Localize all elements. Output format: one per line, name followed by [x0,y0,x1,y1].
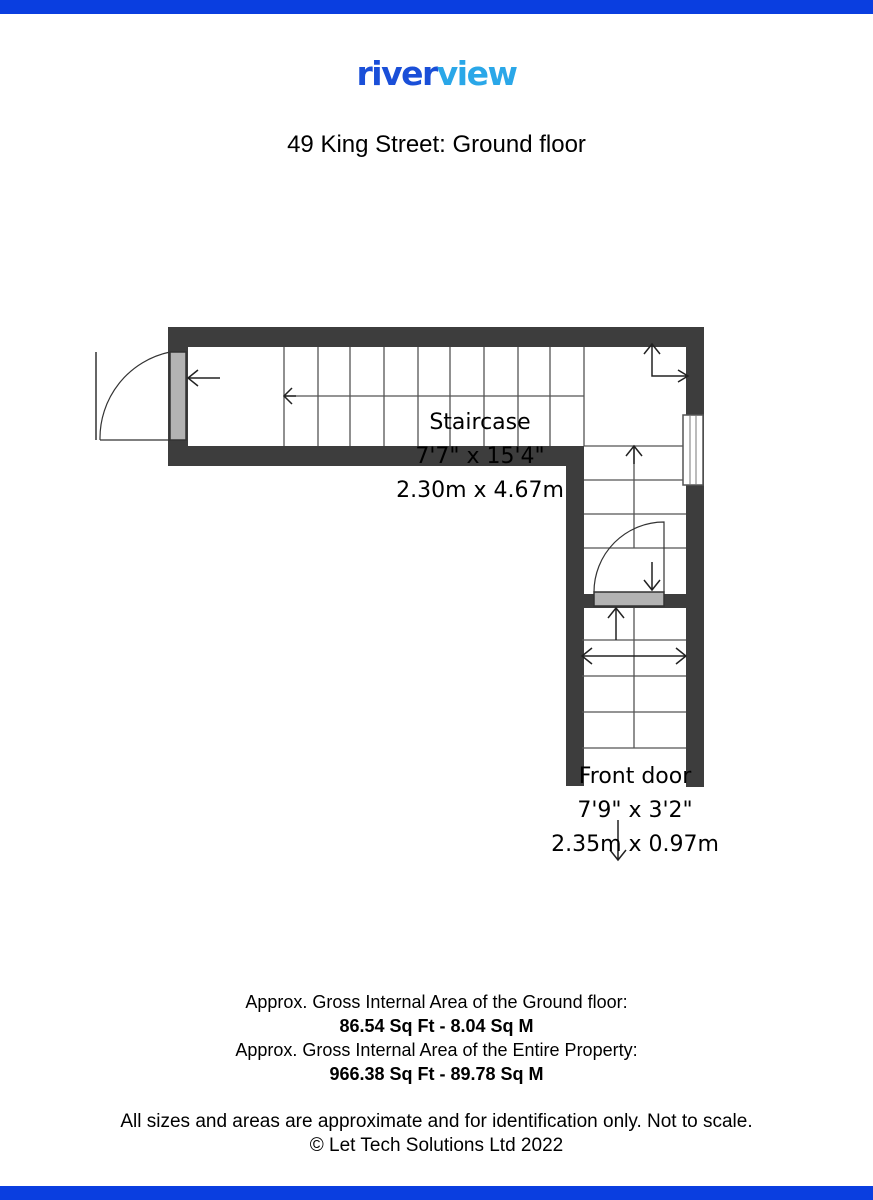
riverview-logo [0,52,873,96]
disclaimer: All sizes and areas are approximate and for identification only. Not to scale. [120,1111,753,1132]
top-brand-bar [0,0,873,14]
total-area-label: Approx. Gross Internal Area of the Entire Property: [235,1040,638,1060]
wall-top [168,327,704,347]
copyright: © Let Tech Solutions Ltd 2022 [309,1135,564,1156]
room-name: Front door [578,764,692,789]
room-label-front-door [535,760,735,862]
ground-area-label: Approx. Gross Internal Area of the Ground floor: [245,992,628,1012]
ground-area-value: 86.54 Sq Ft - 8.04 Sq M [339,1016,534,1036]
external-door [96,352,186,440]
floor-plan [0,300,873,880]
window [683,415,703,485]
wall-lower-right [686,594,702,748]
page-title: 49 King Street: Ground floor [287,131,586,158]
logo-text-view: view [436,54,517,93]
room-metric: 2.30m x 4.67m [396,478,564,503]
room-name: Staircase [429,410,531,435]
area-summary [0,990,873,1086]
internal-door-swing [594,522,664,592]
room-imperial: 7'7" x 15'4" [415,444,545,469]
room-label-staircase [380,406,580,508]
external-door-swing [100,352,170,440]
internal-door [594,522,664,606]
total-area-value: 966.38 Sq Ft - 89.78 Sq M [329,1064,544,1084]
room-metric: 2.35m x 0.97m [551,832,719,857]
logo-text-river: river [356,54,437,93]
room-imperial: 7'9" x 3'2" [577,798,693,823]
internal-door-panel [594,592,664,606]
footer [0,1110,873,1158]
external-door-panel [170,352,186,440]
bottom-brand-bar [0,1186,873,1200]
wall-lower-left [566,594,582,754]
